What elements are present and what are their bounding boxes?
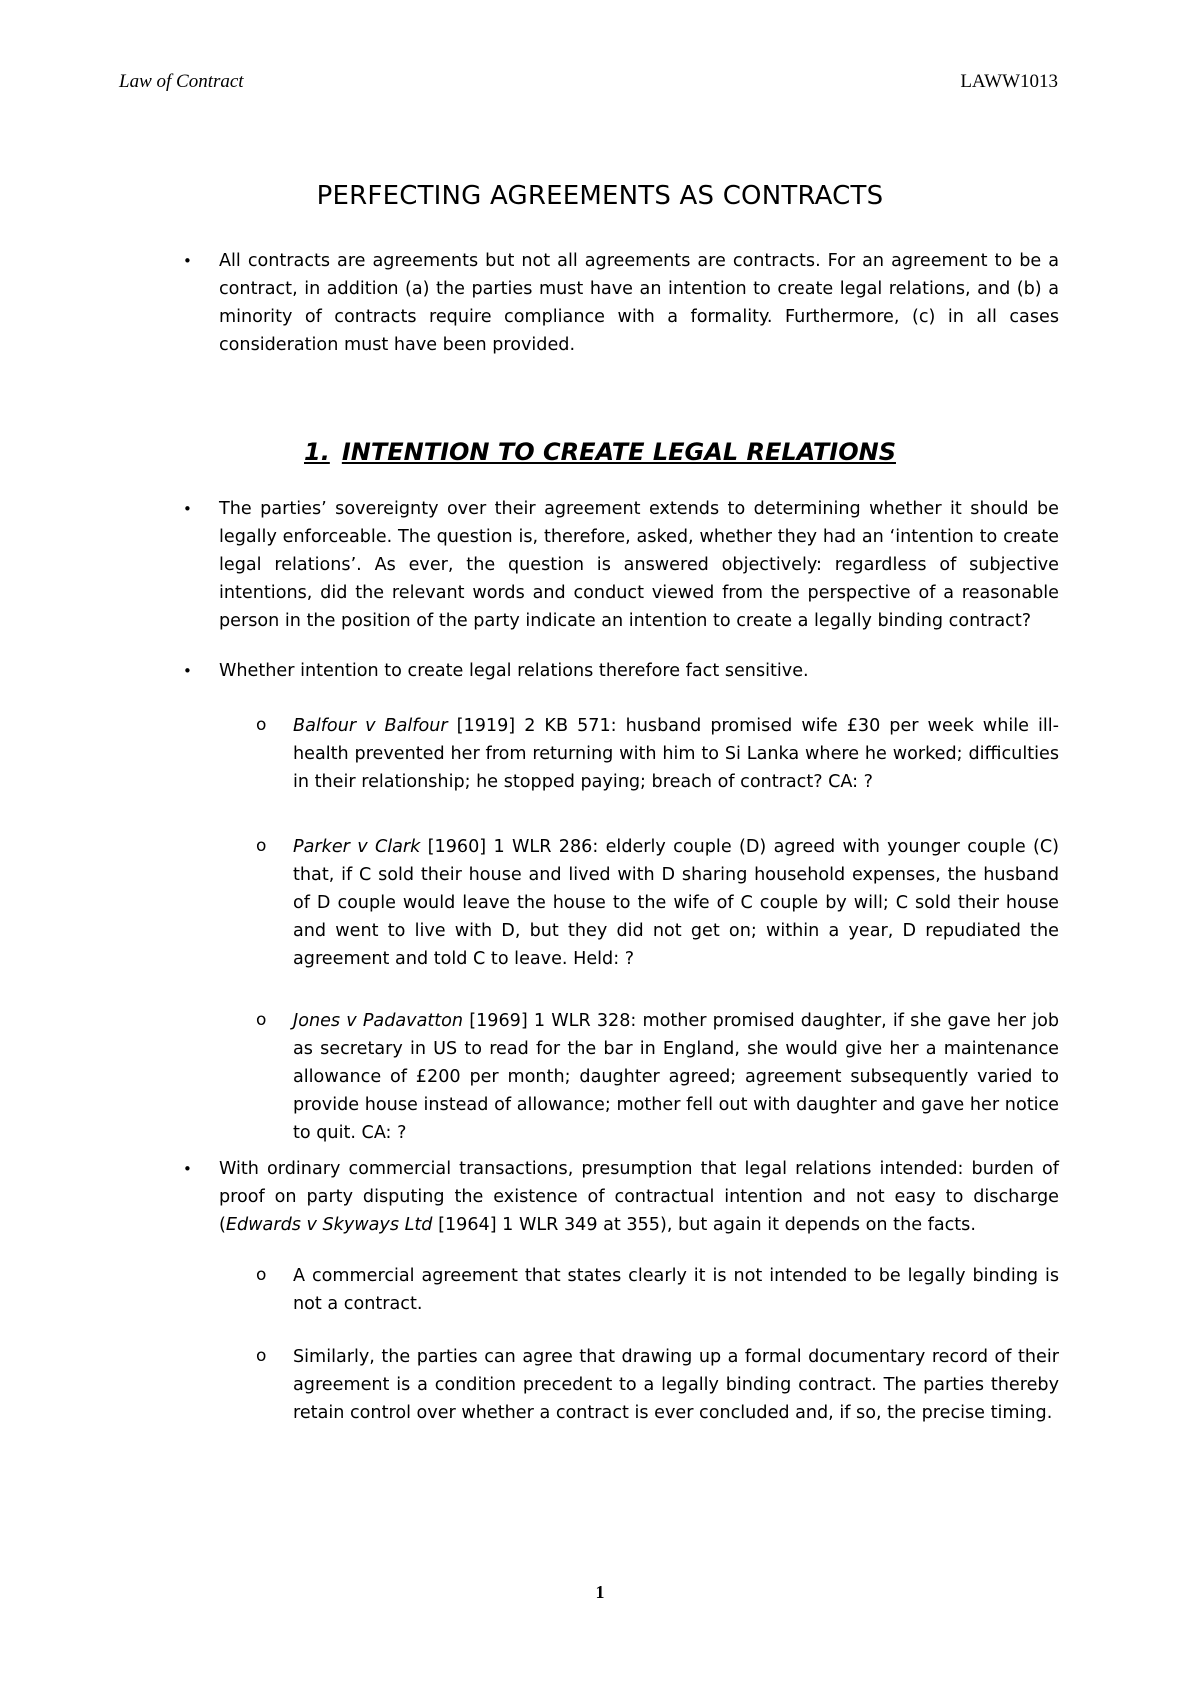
case-name: Edwards v Skyways Ltd <box>225 1215 433 1235</box>
case-name: Jones v Padavatton <box>293 1011 464 1031</box>
bullet-marker: • <box>183 252 192 270</box>
page-number: 1 <box>595 1582 605 1602</box>
section-title-text: INTENTION TO CREATE LEGAL RELATIONS <box>341 438 896 466</box>
case-balfour <box>293 712 1059 796</box>
commercial-text-start: With ordinary commercial transactions, presumption that legal relations intended: burden of proof on party disputing the existence of contractual intention and not easy to discharge ( <box>219 1159 1059 1235</box>
sub-bullet-marker: o <box>256 836 267 856</box>
sovereignty-paragraph: The parties’ sovereignty over their agreement extends to determining whether it should be legally enforceable. The question is, therefore, asked, whether they had an ‘intention to create legal relations’. As ever, the question is answered objectively: regardless of subjective intentions, did the relevant words and conduct viewed from the perspective of a reasonable person in the position of the party indicate an intention to create a legally binding contract? <box>219 499 1059 631</box>
sub-bullet-marker: o <box>256 1346 267 1366</box>
sub-bullet-marker: o <box>256 1010 267 1030</box>
bullet-marker: • <box>183 1160 192 1178</box>
case-name: Parker v Clark <box>293 837 421 857</box>
bullet-marker: • <box>183 500 192 518</box>
sub-bullet-marker: o <box>256 1265 267 1285</box>
case-summary: [1960] 1 WLR 286: elderly couple (D) agreed with younger couple (C) that, if C sold their house and lived with D sharing household expenses, the husband of D couple would leave the house to the wife of C couple by will; C sold their house and went to live with D, but they did not get on; within a year, D repudiated the agreement and told C to leave. Held: ? <box>293 837 1060 969</box>
header-course-code: LAWW1013 <box>960 71 1058 92</box>
case-name: Balfour v Balfour <box>293 716 448 736</box>
header-course-title: Law of Contract <box>119 71 244 92</box>
case-jones <box>293 1007 1059 1147</box>
commercial-text-end: [1964] 1 WLR 349 at 355), but again it depends on the facts. <box>432 1215 976 1235</box>
commercial-paragraph <box>219 1155 1059 1239</box>
fact-sensitive-paragraph: Whether intention to create legal relations therefore fact sensitive. <box>219 661 809 681</box>
section-number: 1. <box>304 438 330 466</box>
intro-paragraph: All contracts are agreements but not all agreements are contracts. For an agreement to be a contract, in addition (a) the parties must have an intention to create legal relations, and (b) a minority of contracts require compliance with a formality. Furthermore, (c) in all cases consideration must have been provided. <box>219 251 1059 355</box>
commercial-condition-precedent: Similarly, the parties can agree that drawing up a formal documentary record of their agreement is a condition precedent to a legally binding contract. The parties thereby retain control over whether a contract is ever concluded and, if so, the precise timing. <box>293 1347 1059 1423</box>
commercial-not-binding: A commercial agreement that states clearly it is not intended to be legally binding is not a contract. <box>293 1266 1059 1314</box>
page-title: PERFECTING AGREEMENTS AS CONTRACTS <box>316 181 884 211</box>
case-summary: [1969] 1 WLR 328: mother promised daughter, if she gave her job as secretary in US to read for the bar in England, she would give her a maintenance allowance of £200 per month; daughter agreed; agreement subsequently varied to provide house instead of allowance; mother fell out with daughter and gave her notice to quit. CA: ? <box>293 1011 1059 1143</box>
section-heading <box>0 438 1200 466</box>
bullet-marker: • <box>183 662 192 680</box>
case-parker <box>293 833 1059 973</box>
sub-bullet-marker: o <box>256 715 267 735</box>
case-summary: [1919] 2 KB 571: husband promised wife £30 per week while ill-health prevented her from returning with him to Si Lanka where he worked; difficulties in their relationship; he stopped paying; breach of contract? CA: ? <box>293 716 1059 792</box>
